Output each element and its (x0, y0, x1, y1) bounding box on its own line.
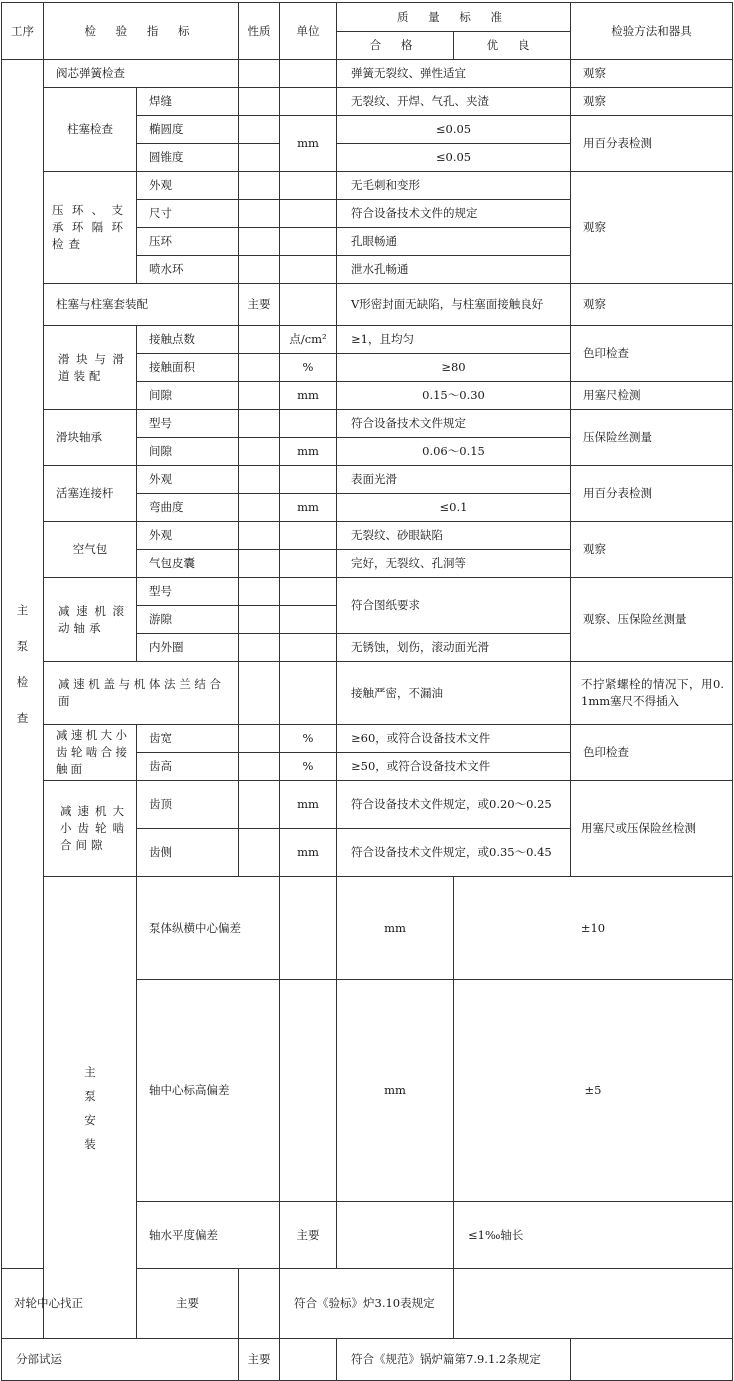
item-elevation: 轴中心标高偏差 (137, 980, 280, 1202)
sub-bearing-model: 型号 (137, 410, 239, 438)
header-quality-standard: 质 量 标 准 (337, 3, 571, 32)
sub-tooth-top: 齿顶 (137, 781, 239, 829)
unit-elevation: mm (337, 980, 454, 1202)
sub-reducer-model: 型号 (137, 578, 239, 606)
std-press-ring: 孔眼畅通 (337, 228, 571, 256)
inspection-table (1, 2, 733, 1381)
method-valve-spring: 观察 (571, 60, 733, 88)
sub-bearing-gap: 间隙 (137, 438, 239, 466)
item-level: 轴水平度偏差 (137, 1202, 280, 1269)
method-slider-gap: 用塞尺检测 (571, 382, 733, 410)
group-ring: 压环、支承环隔环检查 (44, 172, 137, 284)
unit-rod-bend: mm (280, 494, 337, 522)
group-slider: 滑块与滑道装配 (44, 326, 137, 410)
unit-center-deviation: mm (337, 877, 454, 980)
unit-tooth-top: mm (280, 781, 337, 829)
sub-weld: 焊缝 (137, 88, 239, 116)
sub-ring-size: 尺寸 (137, 200, 239, 228)
method-air-bag: 观察 (571, 522, 733, 578)
std-bearing-gap: 0.06～0.15 (337, 438, 571, 466)
sub-ring-appearance: 外观 (137, 172, 239, 200)
std-air-appearance: 无裂纹、砂眼缺陷 (337, 522, 571, 550)
unit-slider-gap: mm (280, 382, 337, 410)
std-cone: ≤0.05 (337, 144, 571, 172)
item-center-deviation: 泵体纵横中心偏差 (137, 877, 280, 980)
unit-contact-area: % (280, 354, 337, 382)
std-reducer-ring: 无锈蚀，划伤，滚动面光滑 (337, 634, 571, 662)
std-tooth-width: ≥60，或符合设备技术文件 (337, 725, 571, 753)
sub-tooth-width: 齿宽 (137, 725, 239, 753)
std-valve-spring: 弹簧无裂纹、弹性适宜 (337, 60, 571, 88)
sub-spray-ring: 喷水环 (137, 256, 239, 284)
method-plunger-sleeve: 观察 (571, 284, 733, 326)
unit-tooth-height: % (280, 753, 337, 781)
group-plunger: 柱塞检查 (44, 88, 137, 172)
nature-trial-run: 主要 (239, 1339, 280, 1381)
sub-ellipse: 椭圆度 (137, 116, 239, 144)
sub-reducer-ring: 内外圈 (137, 634, 239, 662)
std-reducer-model: 符合图纸要求 (337, 578, 571, 634)
std-plunger-sleeve: V形密封面无缺陷，与柱塞面接触良好 (337, 284, 571, 326)
std-tooth-side: 符合设备技术文件规定，或0.35～0.45 (337, 829, 571, 877)
method-reducer-cover: 不拧紧螺栓的情况下，用0.1mm塞尺不得插入 (571, 662, 733, 725)
sub-cone: 圆锥度 (137, 144, 239, 172)
sub-rod-bend: 弯曲度 (137, 494, 239, 522)
item-plunger-sleeve: 柱塞与柱塞套装配 (44, 284, 239, 326)
unit-tooth-width: % (280, 725, 337, 753)
std-slider-gap: 0.15～0.30 (337, 382, 571, 410)
method-ring: 观察 (571, 172, 733, 284)
std-spray-ring: 泄水孔畅通 (337, 256, 571, 284)
group-air-bag: 空气包 (44, 522, 137, 578)
group-slider-bearing: 滑块轴承 (44, 410, 137, 466)
std-rod-bend: ≤0.1 (337, 494, 571, 522)
sub-tooth-height: 齿高 (137, 753, 239, 781)
method-piston-rod: 用百分表检测 (571, 466, 733, 522)
std-elevation: ±5 (454, 980, 733, 1202)
unit-bearing-gap: mm (280, 438, 337, 466)
std-weld: 无裂纹、开焊、气孔、夹渣 (337, 88, 571, 116)
header-excellent: 优 良 (454, 32, 571, 60)
method-color-print: 色印检查 (571, 326, 733, 382)
sub-contact-points: 接触点数 (137, 326, 239, 354)
sub-reducer-play: 游隙 (137, 606, 239, 634)
std-rod-appearance: 表面光滑 (337, 466, 571, 494)
group-gear-contact: 减速机大小齿轮啮合接触面 (44, 725, 137, 781)
item-align: 对轮中心找正 (2, 1269, 137, 1339)
std-tooth-top: 符合设备技术文件规定，或0.20～0.25 (337, 781, 571, 829)
header-nature: 性质 (239, 3, 280, 60)
std-reducer-cover: 接触严密，不漏油 (337, 662, 571, 725)
sub-slider-gap: 间隙 (137, 382, 239, 410)
sub-tooth-side: 齿侧 (137, 829, 239, 877)
group-gear-gap: 减速机大小齿轮啮合间隙 (44, 781, 137, 877)
unit-tooth-side: mm (280, 829, 337, 877)
unit-contact-points: 点/cm² (280, 326, 337, 354)
std-center-deviation: ±10 (454, 877, 733, 980)
header-method: 检验方法和器具 (571, 3, 733, 60)
item-valve-spring: 阀芯弹簧检查 (44, 60, 239, 88)
header-qualified: 合 格 (337, 32, 454, 60)
sub-rod-appearance: 外观 (137, 466, 239, 494)
std-trial-run: 符合《规范》锅炉篇第7.9.1.2条规定 (337, 1339, 571, 1381)
method-gear-contact: 色印检查 (571, 725, 733, 781)
section-main-pump-install: 主 泵 安 装 (44, 877, 137, 1339)
std-tooth-height: ≥50，或符合设备技术文件 (337, 753, 571, 781)
header-indicator: 检 验 指 标 (44, 3, 239, 60)
method-slider-bearing: 压保险丝测量 (571, 410, 733, 466)
std-contact-area: ≥80 (337, 354, 571, 382)
item-trial-run: 分部试运 (2, 1339, 239, 1381)
method-gear-gap: 用塞尺或压保险丝检测 (571, 781, 733, 877)
std-level: ≤1‰轴长 (454, 1202, 733, 1269)
method-reducer-bearing: 观察、压保险丝测量 (571, 578, 733, 662)
std-ring-size: 符合设备技术文件的规定 (337, 200, 571, 228)
header-unit: 单位 (280, 3, 337, 60)
std-bladder: 完好，无裂纹、孔洞等 (337, 550, 571, 578)
group-reducer-bearing: 减速机滚动轴承 (44, 578, 137, 662)
std-align: 符合《验标》炉3.10表规定 (280, 1269, 454, 1339)
std-contact-points: ≥1，且均匀 (337, 326, 571, 354)
method-weld: 观察 (571, 88, 733, 116)
group-piston-rod: 活塞连接杆 (44, 466, 137, 522)
std-ellipse: ≤0.05 (337, 116, 571, 144)
std-bearing-model: 符合设备技术文件规定 (337, 410, 571, 438)
nature-align: 主要 (137, 1269, 239, 1339)
sub-press-ring: 压环 (137, 228, 239, 256)
nature-level: 主要 (280, 1202, 337, 1269)
item-reducer-cover: 减速机盖与机体法兰结合面 (44, 662, 239, 725)
std-ring-appearance: 无毛刺和变形 (337, 172, 571, 200)
unit-plunger: mm (280, 116, 337, 172)
section-main-pump-check: 主 泵 检 查 (2, 60, 44, 1269)
method-plunger: 用百分表检测 (571, 116, 733, 172)
sub-bladder: 气包皮囊 (137, 550, 239, 578)
header-process: 工序 (2, 3, 44, 60)
nature-plunger-sleeve: 主要 (239, 284, 280, 326)
sub-contact-area: 接触面积 (137, 354, 239, 382)
sub-air-appearance: 外观 (137, 522, 239, 550)
